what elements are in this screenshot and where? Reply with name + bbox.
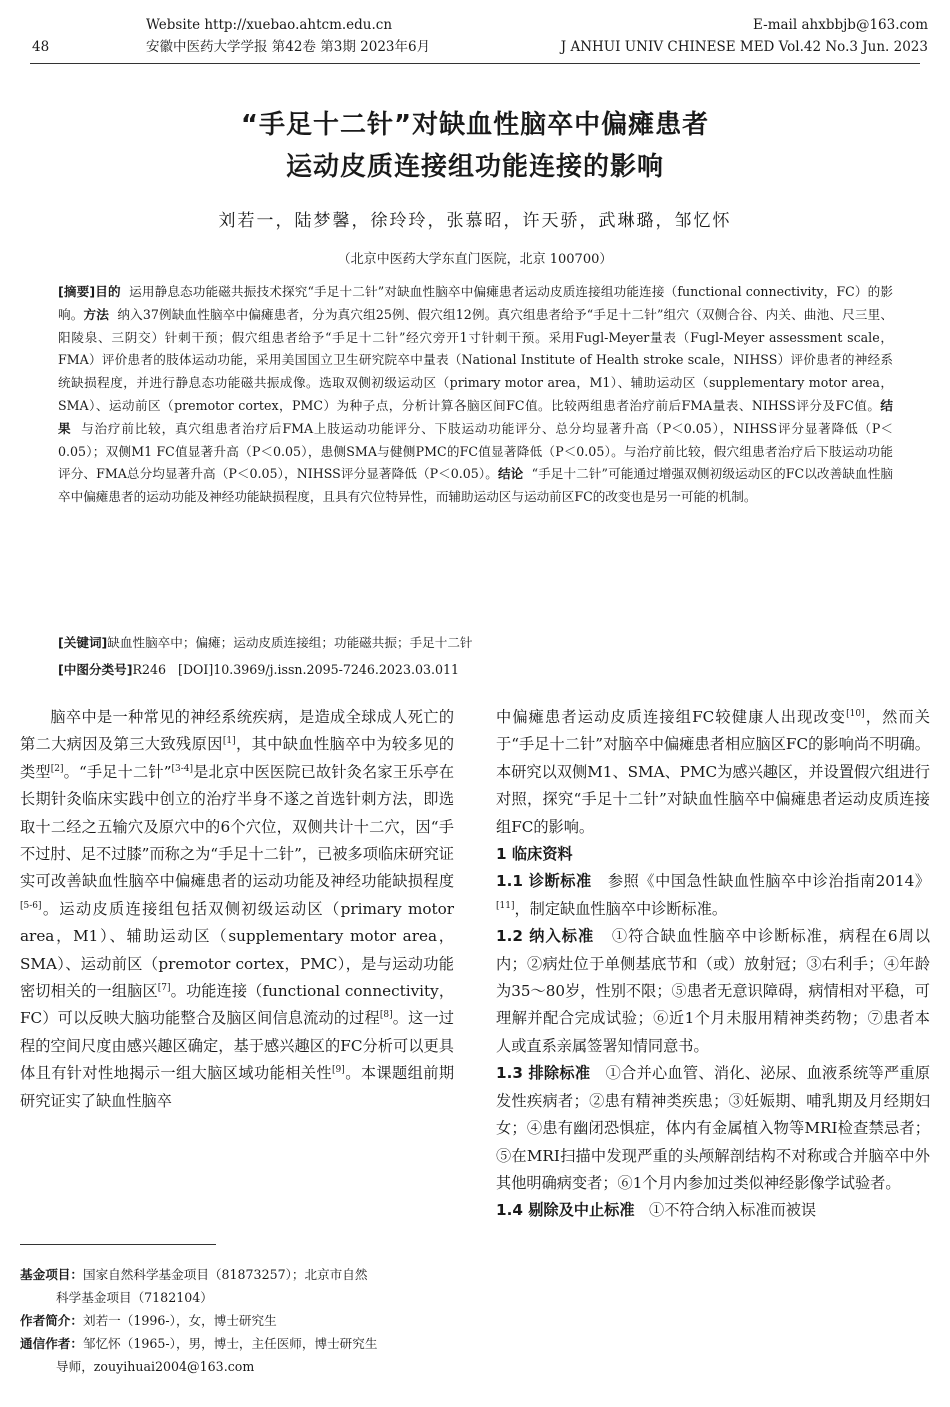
author-note: 作者简介：刘若一（1996-），女，博士研究生	[20, 1313, 277, 1328]
right-column	[496, 704, 930, 1225]
journal-email[interactable]: E-mail ahxbbjb@163.com	[753, 17, 928, 33]
keywords	[58, 632, 893, 655]
citation-ref[interactable]: [3-4]	[171, 763, 193, 774]
citation-ref[interactable]: [9]	[332, 1065, 345, 1076]
keywords-label: [关键词]	[58, 635, 108, 650]
journal-citation-en: J ANHUI UNIV CHINESE MED Vol.42 No.3 Jun. 2023	[560, 39, 928, 55]
conclusion-label: 结论	[497, 466, 524, 482]
intro-paragraph-cont: 中偏瘫患者运动皮质连接组FC较健康人出现改变[10]，然而关于“手足十二针”对脑卒中偏瘫患者相应脑区FC的影响尚不明确。本研究以双侧M1、SMA、PMC为感兴趣区，并设置假穴组进行对照，探究“手足十二针”对缺血性脑卒中偏瘫患者运动皮质连接组FC的影响。	[496, 708, 930, 836]
method-text: 纳入37例缺血性脑卒中偏瘫患者，分为真穴组25例、假穴组12例。真穴组患者给予“手足十二针”组穴（双侧合谷、内关、曲池、尺三里、阳陵泉、三阴交）针刺干预；假穴组患者给予“手足十二针”经穴旁开1寸针刺干预。采用Fugl-Meyer量表（Fugl-Meyer assessment scale，FMA）评价患者的肢体运动功能，采用美国国立卫生研究院卒中量表（National Institute of Health stroke scale，NIHSS）评价患者的神经系统缺损程度，并进行静息态功能磁共振成像。选取双侧初级运动区（primary motor area，M1）、辅助运动区（supplementary motor area，SMA）、运动前区（premotor cortex，PMC）为种子点，分析计算各脑区间FC值。比较两组患者治疗前后FMA量表、NIHSS评分及FC值。	[58, 306, 894, 413]
conclusion-text: “手足十二针”可能通过增强双侧初级运动区的FC以改善缺血性脑卒中偏瘫患者的运动功能及神经功能缺损程度，且具有穴位特异性，而辅助运动区与运动前区FC的改变也是另一可能的机制。	[58, 466, 893, 505]
objective-text: 运用静息态功能磁共振技术探究“手足十二针”对缺血性脑卒中偏瘫患者运动皮质连接组功能连接（functional connectivity，FC）的影响。	[58, 284, 894, 322]
intro-paragraph: 脑卒中是一种常见的神经系统疾病，是造成全球成人死亡的第二大病因及第三大致残原因[1]，其中缺血性脑卒中为较多见的类型[2]。“手足十二针”[3-4]是北京中医医院已故针灸名家王乐亭在长期针灸临床实践中创立的治疗半身不遂之首选针刺方法，即选取十二经之五输穴及原穴中的6个穴位，双侧共计十二穴，因“手不过肘、足不过膝”而称之为“手足十二针”，已被多项临床研究证实可改善缺血性脑卒中偏瘫患者的运动功能及神经功能缺损程度[5-6]。运动皮质连接组包括双侧初级运动区（primary motor area，M1）、辅助运动区（supplementary motor area，SMA）、运动前区（premotor cortex，PMC），是与运动功能密切相关的一组脑区[7]。功能连接（functional connectivity，FC）可以反映大脑功能整合及脑区间信息流动的过程[8]。这一过程的空间尺度由感兴趣区确定，基于感兴趣区的FC分析可以更具体且有针对性地揭示一组大脑区域功能相关性[9]。本课题组前期研究证实了缺血性脑卒	[20, 708, 455, 1110]
classification-label: [中图分类号]	[58, 662, 133, 677]
corresponding-note-cont: 导师，zouyihuai2004@163.com	[56, 1359, 255, 1374]
objective-label: 目的	[95, 284, 121, 299]
section-1-1: 1.1 诊断标准 参照《中国急性缺血性脑卒中诊治指南2014》[11]，制定缺血性脑卒中诊断标准。	[496, 872, 931, 918]
footnotes	[20, 1263, 470, 1378]
citation-ref[interactable]: [7]	[157, 983, 171, 993]
abstract-label: [摘要]	[58, 284, 96, 299]
article-title-line-1: “手足十二针”对缺血性脑卒中偏瘫患者	[240, 110, 710, 140]
citation-ref[interactable]: [11]	[496, 900, 515, 911]
keywords-text: 缺血性脑卒中；偏瘫；运动皮质连接组；功能磁共振；手足十二针	[107, 635, 473, 650]
method-label: 方法	[83, 306, 110, 322]
left-column	[20, 704, 454, 1115]
result-text: 与治疗前比较，真穴组患者治疗后FMA上肢运动功能评分、下肢运动功能评分、总分均显著升高（P＜0.05），NIHSS评分显著降低（P＜0.05）；双侧M1 FC值显著升高（P＜0.05），患侧SMA与健侧PMC的FC值显著降低（P＜0.05）。与治疗前比较，假穴组患者治疗后下肢运动功能评分、FMA总分均显著升高（P＜0.05），NIHSS评分显著降低（P＜0.05）。	[58, 420, 893, 482]
section-1-3: 1.3 排除标准 ①合并心血管、消化、泌尿、血液系统等严重原发性疾病者；②患有精神类疾患；③妊娠期、哺乳期及月经期妇女；④患有幽闭恐惧症，体内有金属植入物等MRI检查禁忌者；⑤在MRI扫描中发现严重的头颅解剖结构不对称或合并脑卒中外其他明确病变者；⑥1个月内参加过类似神经影像学试验者。	[496, 1064, 931, 1192]
abstract	[58, 281, 893, 509]
article-title-line-2: 运动皮质连接组功能连接的影响	[285, 152, 664, 182]
citation-ref[interactable]: [5-6]	[20, 900, 42, 911]
affiliation: （北京中医药大学东直门医院，北京 100700）	[337, 252, 613, 267]
citation-ref[interactable]: [8]	[379, 1010, 393, 1021]
section-heading-1: 1 临床资料	[496, 845, 573, 864]
footnote-rule	[20, 1244, 216, 1245]
section-1-2: 1.2 纳入标准 ①符合缺血性脑卒中诊断标准，病程在6周以内；②病灶位于单侧基底节和（或）放射冠；③右利手；④年龄为35～80岁，性别不限；⑤患者无意识障碍，病情相对平稳，可理解并配合完成试验；⑥近1个月未服用精神类药物；⑦患者本人或直系亲属签署知情同意书。	[496, 927, 931, 1055]
classification-code: R246	[132, 662, 167, 677]
corresponding-note: 通信作者：邹忆怀（1965-），男，博士，主任医师，博士研究生	[20, 1336, 378, 1351]
header-rule	[30, 63, 920, 64]
page-number: 48	[32, 39, 50, 55]
author-list: 刘若一，陆梦馨，徐玲玲，张慕昭，许天骄，武琳璐，邹忆怀	[218, 211, 732, 231]
fund-note-cont: 科学基金项目（7182104）	[56, 1290, 213, 1305]
classification	[58, 659, 893, 682]
section-1-4: 1.4 剔除及中止标准 ①不符合纳入标准而被误	[496, 1201, 817, 1220]
citation-ref[interactable]: [2]	[50, 763, 64, 774]
journal-citation-cn: 安徽中医药大学学报 第42卷 第3期 2023年6月	[146, 39, 431, 55]
citation-ref[interactable]: [10]	[846, 708, 865, 719]
citation-ref[interactable]: [1]	[222, 736, 236, 747]
doi[interactable]: [DOI]10.3969/j.issn.2095-7246.2023.03.011	[178, 662, 460, 677]
result-label: 结果	[58, 397, 893, 436]
fund-note: 基金项目：国家自然科学基金项目（81873257）；北京市自然	[20, 1267, 368, 1282]
journal-website[interactable]: Website http://xuebao.ahtcm.edu.cn	[146, 17, 393, 33]
